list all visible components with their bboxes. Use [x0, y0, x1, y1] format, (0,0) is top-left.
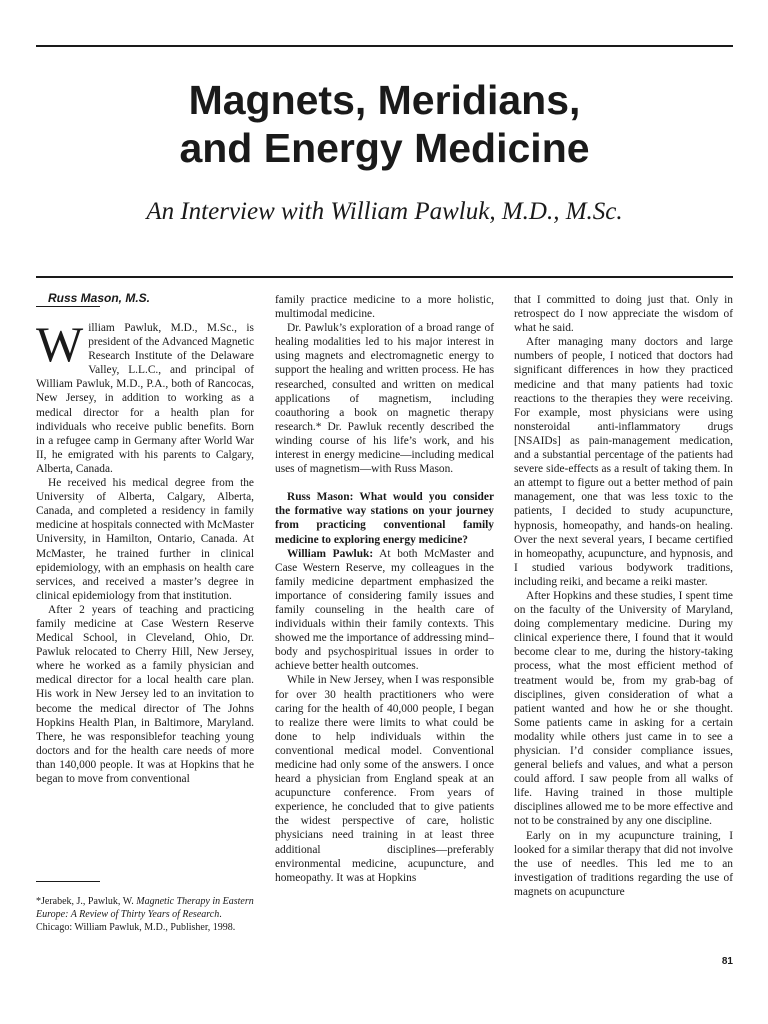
answer-1 — [275, 547, 494, 674]
intro-paragraph — [36, 316, 254, 476]
a1-speaker: William Pawluk: — [287, 547, 374, 560]
col3-para-1: that I committed to doing just that. Only in retrospect do I now appreciate the wisdom of what he said. — [514, 294, 733, 335]
article-title — [36, 76, 733, 172]
footnote-suffix: . Chicago: William Pawluk, M.D., Publisher, 1998. — [36, 909, 236, 933]
article-subtitle: An Interview with William Pawluk, M.D., M.Sc. — [146, 198, 623, 225]
header-bottom-rule — [36, 276, 733, 278]
footnote-prefix: *Jerabek, J., Pawluk, W. — [36, 896, 137, 907]
col1-para-1: illiam Pawluk, M.D., M.Sc., is president of the Advanced Magnetic Research Institute of the Delaware Valley, L.L.C., and principal of William Pawluk, M.D., P.A., both of Rancocas, New Jersey, in addition to working as a medical director for a health plan for individuals who receive public benefits. Born in a refugee camp in Germany after World War II, he emigrated with his parents to Calgary, Alberta, Canada. — [36, 322, 254, 475]
col1-para-2: He received his medical degree from the University of Alberta, Calgary, Alberta, Canada, and completed a residency in family medicine at hospitals connected with McMaster University, in Hamilton, Ontario, Canada. At McMaster, he trained further in clinical epidemiology, with an emphasis on health care services, and received a master’s degree in clinical epidemiology from that institution. — [36, 477, 254, 602]
col2-para-2: Dr. Pawluk’s exploration of a broad range of healing modalities led to his major interest in using magnets and electromagnetic energy to support the healing and written process. He has researched, consulted and written on medical applications of magnetism, including coauthoring a book on magnetic therapy research.* Dr. Pawluk recently described the winding course of his life’s work, and his interest in energy medicine—including medical uses of magnetism—with Russ Mason. — [275, 322, 494, 476]
top-rule — [36, 45, 733, 47]
col3-para-4: Early on in my acupuncture training, I looked for a similar therapy that did not involve the use of needles. This led me to an investigation of traditions regarding the use of magnets on acupuncture — [514, 829, 733, 898]
title-line-1: Magnets, Meridians, — [188, 77, 581, 123]
column-1 — [36, 290, 254, 786]
byline-rule — [36, 306, 100, 307]
col2-para-rest: While in New Jersey, when I was responsible for over 30 health practitioners who were caring for the health of 40,000 people, I began to realize there were limits to what could be done to help individuals within the conventional medical model. Conventional medicine had only some of the answers. I once heard a physician from England speak at an acupuncture conference. From years of experience, he concluded that to give patients the widest perspective of care, holistic physicians need training in at least three additional disciplines—preferably environmental medicine, acupuncture, and homeopathy. It was at Hopkins — [275, 674, 494, 884]
question-1 — [275, 490, 494, 546]
column-2 — [275, 293, 494, 885]
col1-para-3: After 2 years of teaching and practicing family medicine at Case Western Reserve Medical School, in Cleveland, Ohio, Dr. Pawluk relocated to Cherry Hill, New Jersey, where he worked as a family physician and medical director for a local health care plan. His work in New Jersey led to an invitation to become the medical director of The Johns Hopkins Health Plan, in Baltimore, Maryland. There, he was responsiblefor teaching young doctors and for the health care needs of more than 140,000 people. It was at Hopkins that he began to move from conventional — [36, 603, 254, 785]
page-number: 81 — [721, 956, 733, 967]
footnote — [36, 895, 254, 934]
q1-speaker: Russ Mason: — [287, 491, 354, 504]
title-line-2: and Energy Medicine — [179, 125, 590, 171]
a1-text: At both McMaster and Case Western Reserve, my colleagues in the family medicine department emphasized the importance of considering family issues and family counseling in the health care of individuals within their family contexts. This showed me the importance of addressing mind–body and psychospiritual issues in order to achieve better health outcomes. — [275, 547, 494, 673]
footnote-book-title: Magnetic Therapy in Eastern Europe: A Review of Thirty Years of Research — [36, 896, 254, 920]
col3-para-3: After Hopkins and these studies, I spent time on the faculty of the University of Maryland, doing complementary medicine. During my clinical experience there, I found that it would become clear to me, during the history-taking process, what the most efficient method of treatment would be, from my grab-bag of disciplines, given consideration of what a patient wanted and how he or she thought. Some patients came in asking for a certain modality while others just came in to see a physician. I’d consider compliance issues, general beliefs and values, and what a person could afford. I saw people from all walks of life. Having trained in those multiple disciplines allowed me to be more effective and not to be constrained by any one discipline. — [514, 589, 733, 828]
column-3 — [514, 293, 733, 899]
col3-para-2: After managing many doctors and large numbers of people, I noticed that doctors had significant differences in how they practiced medicine and that many patients had toxic reactions to the therapies they were receiving. For example, most physicians were using nonsteroidal anti-inflammatory drugs [NSAIDs] as pain-management medication, and a substantial percentage of the patients had severe side-effects as a result of taking them. In an attempt to figure out a better method of pain management, one that was less toxic to the patients, I decided to study acupuncture, hypnosis, homeopathy, and hands-on healing. Over the next several years, I became certified in homeopathy, acupuncture, and hypnosis, and I studied various bodywork traditions, including reiki, and became a reiki master. — [514, 336, 733, 588]
section-gap — [275, 476, 494, 490]
footnote-rule — [36, 881, 100, 882]
byline: Russ Mason, M.S. — [48, 291, 151, 305]
drop-cap: W — [36, 316, 84, 372]
col2-para-1: family practice medicine to a more holistic, multimodal medicine. — [275, 294, 494, 321]
q1-text: What would you consider the formative way stations on your journey from practicing conventional family medicine to exploring energy medicine? — [275, 491, 495, 546]
